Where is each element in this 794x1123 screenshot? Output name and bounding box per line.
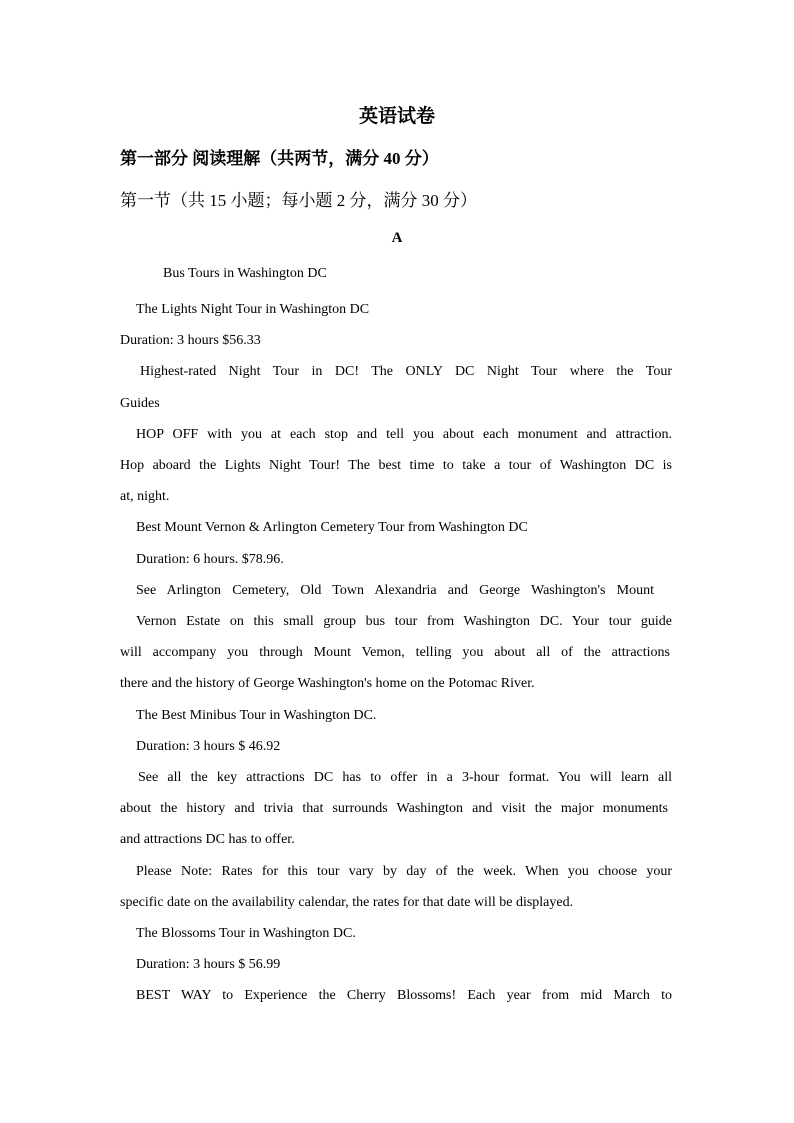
passage-line: Vernon Estate on this small group bus tour from Washington DC. Your tour guide xyxy=(136,614,672,629)
passage-line: See Arlington Cemetery, Old Town Alexandria and George Washington's Mount xyxy=(136,583,654,598)
tour-duration-blossoms: Duration: 3 hours $ 56.99 xyxy=(136,957,281,972)
tour-duration-minibus: Duration: 3 hours $ 46.92 xyxy=(136,739,281,754)
passage-line: BEST WAY to Experience the Cherry Blossoms! Each year from mid March to xyxy=(136,988,672,1003)
passage-line: and attractions DC has to offer. xyxy=(120,832,295,847)
tour-name-minibus: The Best Minibus Tour in Washington DC. xyxy=(136,708,377,723)
tour-name-blossoms: The Blossoms Tour in Washington DC. xyxy=(136,926,356,941)
passage-line: specific date on the availability calendar, the rates for that date will be displayed. xyxy=(120,895,574,910)
passage-line: Guides xyxy=(120,396,160,411)
tour-name-lights: The Lights Night Tour in Washington DC xyxy=(136,302,370,317)
passage-line: there and the history of George Washington's home on the Potomac River. xyxy=(120,676,535,691)
passage-line: Highest-rated Night Tour in DC! The ONLY DC Night Tour where the Tour xyxy=(140,364,672,379)
passage-line: about the history and trivia that surrounds Washington and visit the major monuments xyxy=(120,801,668,816)
part-heading: 第一部分 阅读理解（共两节，满分 40 分） xyxy=(120,149,439,168)
passage-line: See all the key attractions DC has to offer in a 3-hour format. You will learn all xyxy=(138,770,672,785)
tour-name-mount-vernon: Best Mount Vernon & Arlington Cemetery Tour from Washington DC xyxy=(136,520,528,535)
passage-heading: Bus Tours in Washington DC xyxy=(163,266,327,281)
section-heading: 第一节（共 15 小题；每小题 2 分，满分 30 分） xyxy=(120,191,477,210)
passage-line: HOP OFF with you at each stop and tell you about each monument and attraction. xyxy=(136,427,672,442)
passage-letter: A xyxy=(391,230,403,246)
tour-duration-lights: Duration: 3 hours $56.33 xyxy=(120,333,261,348)
passage-line: Hop aboard the Lights Night Tour! The best time to take a tour of Washington DC is xyxy=(120,458,672,473)
passage-line: Please Note: Rates for this tour vary by day of the week. When you choose your xyxy=(136,864,672,879)
exam-title: 英语试卷 xyxy=(358,106,435,127)
tour-duration-mount-vernon: Duration: 6 hours. $78.96. xyxy=(136,552,284,567)
passage-line: at, night. xyxy=(120,489,170,504)
passage-line: will accompany you through Mount Vemon, telling you about all of the attractions xyxy=(120,645,670,660)
